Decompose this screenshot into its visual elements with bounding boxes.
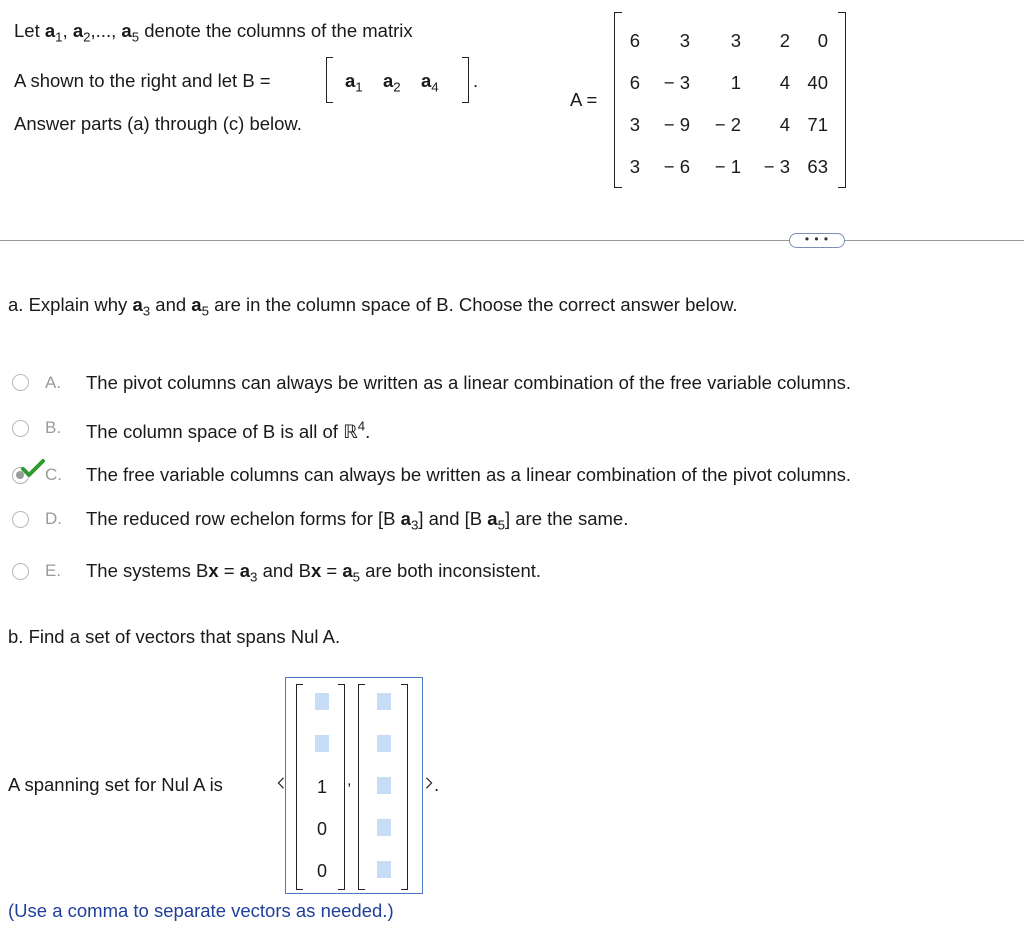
text: ] are the same. bbox=[504, 508, 629, 529]
subscript: 2 bbox=[83, 29, 91, 45]
radio-button[interactable] bbox=[12, 420, 29, 437]
text: ,..., bbox=[90, 20, 122, 41]
vector2-input-4[interactable] bbox=[377, 819, 391, 836]
b-matrix-period: . bbox=[473, 70, 479, 91]
check-icon bbox=[20, 458, 46, 478]
text: and bbox=[150, 294, 192, 315]
vector-separator: , bbox=[347, 772, 352, 789]
text: a. Explain why bbox=[8, 294, 133, 315]
matrix-cell: 2 bbox=[779, 30, 790, 51]
vector-a2: a bbox=[72, 20, 84, 41]
option-text: The free variable columns can always be written as a linear combination of the pivot columns. bbox=[86, 464, 852, 485]
vector1-entry-3: 1 bbox=[316, 777, 327, 797]
subscript: 3 bbox=[142, 303, 151, 319]
radio-button[interactable] bbox=[12, 563, 29, 580]
section-divider bbox=[0, 240, 1024, 241]
matrix-cell: 1 bbox=[730, 72, 741, 93]
matrix-cell: 3 bbox=[730, 30, 741, 51]
vector-a5: a bbox=[342, 560, 353, 581]
vector-a3: a bbox=[400, 508, 411, 529]
subscript: 5 bbox=[352, 569, 361, 585]
option-text bbox=[86, 560, 542, 585]
vector2-bracket-left bbox=[358, 684, 365, 890]
option-letter: A. bbox=[45, 373, 62, 392]
text: are both inconsistent. bbox=[360, 560, 542, 581]
vector-a5: a bbox=[487, 508, 498, 529]
text: , bbox=[62, 20, 73, 41]
text: denote the columns of the matrix bbox=[139, 20, 413, 41]
expand-more-button[interactable]: • • • bbox=[789, 233, 845, 248]
vector-x: x bbox=[310, 560, 322, 581]
text: A shown to the right and let B = bbox=[14, 70, 271, 91]
superscript: 4 bbox=[357, 418, 366, 434]
vector-a3: a bbox=[239, 560, 251, 581]
vector1-input-1[interactable] bbox=[315, 693, 329, 710]
matrix-cell: 3 bbox=[679, 30, 690, 51]
option-text: The pivot columns can always be written as a linear combination of the free variable columns. bbox=[86, 372, 852, 393]
subscript: 5 bbox=[497, 517, 505, 533]
radio-button[interactable] bbox=[12, 511, 29, 528]
spanning-set-label: A spanning set for Nul A is bbox=[8, 774, 223, 795]
vector1-bracket-right bbox=[338, 684, 345, 890]
vector-a1: a bbox=[345, 70, 356, 91]
option-letter: B. bbox=[45, 418, 62, 437]
part-a-question bbox=[8, 294, 738, 319]
vector-a3: a bbox=[132, 294, 143, 315]
vector1-input-2[interactable] bbox=[315, 735, 329, 752]
text: The systems B bbox=[86, 560, 209, 581]
text: The reduced row echelon forms for [B bbox=[86, 508, 401, 529]
matrix-label: A = bbox=[570, 89, 598, 110]
radio-button[interactable] bbox=[12, 374, 29, 391]
vector2-input-2[interactable] bbox=[377, 735, 391, 752]
matrix-cell: 40 bbox=[807, 72, 828, 93]
text: ] and [B bbox=[418, 508, 488, 529]
matrix-cell: − 2 bbox=[714, 114, 741, 135]
option-letter: C. bbox=[45, 465, 62, 484]
subscript: 4 bbox=[431, 79, 439, 95]
vector2-bracket-right bbox=[401, 684, 408, 890]
text: = bbox=[321, 560, 343, 581]
text: Let bbox=[14, 20, 45, 41]
matrix-cell: 0 bbox=[817, 30, 828, 51]
vector1-bracket-left bbox=[296, 684, 303, 890]
problem-line-2 bbox=[14, 70, 271, 92]
option-letter: D. bbox=[45, 509, 62, 528]
part-b-question: b. Find a set of vectors that spans Nul A. bbox=[8, 626, 341, 647]
matrix-cell: − 1 bbox=[714, 156, 741, 177]
matrix-cell: 6 bbox=[629, 30, 640, 51]
matrix-cell: 4 bbox=[779, 72, 790, 93]
matrix-cell: − 9 bbox=[663, 114, 690, 135]
spanning-set-period: . bbox=[434, 774, 440, 795]
b-bracket-left bbox=[326, 57, 333, 103]
text: The column space of B is all of bbox=[86, 421, 344, 442]
vector-a2: a bbox=[382, 70, 394, 91]
matrix-cell: − 3 bbox=[763, 156, 790, 177]
option-text bbox=[86, 508, 629, 533]
b-matrix-columns bbox=[345, 70, 439, 95]
matrix-cell: − 6 bbox=[663, 156, 690, 177]
subscript: 3 bbox=[410, 517, 419, 533]
subscript: 3 bbox=[250, 569, 258, 585]
matrix-a bbox=[614, 12, 846, 188]
vector-a5: a bbox=[191, 294, 202, 315]
subscript: 1 bbox=[55, 29, 63, 45]
text: are in the column space of B. Choose the correct answer below. bbox=[209, 294, 738, 315]
vector2-input-3[interactable] bbox=[377, 777, 391, 794]
problem-line-1 bbox=[14, 20, 413, 45]
vector2-input-5[interactable] bbox=[377, 861, 391, 878]
vector-a4: a bbox=[420, 70, 432, 91]
problem-line-3: Answer parts (a) through (c) below. bbox=[14, 113, 302, 134]
right-angle-bracket bbox=[424, 777, 434, 789]
vector2-input-1[interactable] bbox=[377, 693, 391, 710]
real-numbers-symbol: ℝ bbox=[343, 421, 358, 442]
vector1-entry-5: 0 bbox=[316, 861, 327, 881]
vector-a1: a bbox=[44, 20, 56, 41]
matrix-bracket-right bbox=[838, 12, 846, 188]
subscript: 1 bbox=[355, 79, 363, 95]
b-bracket-right bbox=[462, 57, 469, 103]
matrix-cell: 3 bbox=[629, 114, 640, 135]
matrix-cell: 4 bbox=[779, 114, 790, 135]
matrix-cell: 3 bbox=[629, 156, 640, 177]
vector-x: x bbox=[208, 560, 219, 581]
matrix-cell: 71 bbox=[807, 114, 828, 135]
text: and B bbox=[257, 560, 311, 581]
matrix-cell: − 3 bbox=[663, 72, 690, 93]
vector1-entry-4: 0 bbox=[316, 819, 327, 839]
text: = bbox=[218, 560, 240, 581]
subscript: 2 bbox=[393, 79, 401, 95]
vector-a5: a bbox=[121, 20, 132, 41]
option-text bbox=[86, 418, 371, 443]
text: . bbox=[365, 421, 371, 442]
matrix-cell: 63 bbox=[807, 156, 828, 177]
option-letter: E. bbox=[45, 561, 62, 580]
matrix-cell: 6 bbox=[629, 72, 640, 93]
subscript: 5 bbox=[131, 29, 140, 45]
hint-text: (Use a comma to separate vectors as needed.) bbox=[8, 900, 394, 921]
subscript: 5 bbox=[201, 303, 209, 319]
